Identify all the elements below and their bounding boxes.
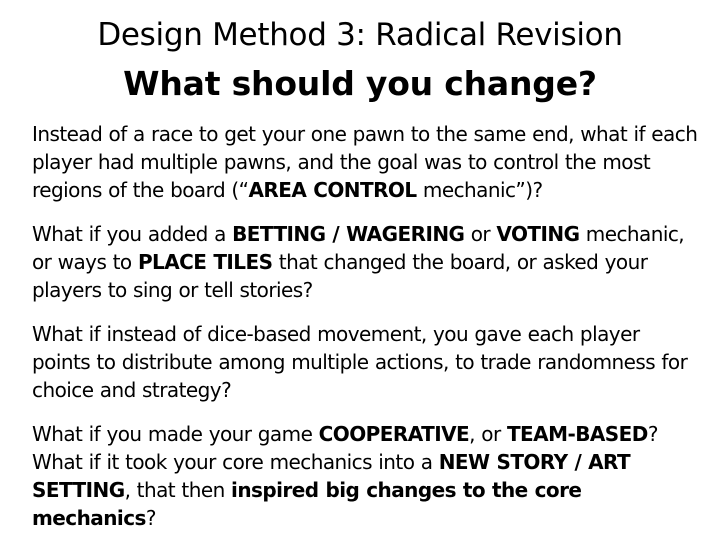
text-run: What if you made your game xyxy=(32,422,319,446)
paragraph-cooperative xyxy=(32,420,700,532)
text-run: , that then xyxy=(124,478,232,502)
paragraph-area-control xyxy=(32,120,700,204)
text-run: What if instead of dice-based movement, you gave each player points to distribute among multiple actions, to trade randomness for choice and strategy? xyxy=(32,322,688,402)
text-run: that changed the board, or asked your players to sing or tell stories? xyxy=(32,250,648,302)
text-run: ? What if it took your core mechanics into a xyxy=(32,422,658,474)
text-run: or xyxy=(464,222,497,246)
bold-text-run: COOPERATIVE xyxy=(318,422,470,446)
paragraph-betting-voting xyxy=(32,220,700,304)
bold-text-run: BETTING / WAGERING xyxy=(232,222,465,246)
text-run: mechanic”)? xyxy=(416,178,543,202)
bold-text-run: PLACE TILES xyxy=(137,250,273,274)
slide-title: What should you change? xyxy=(123,64,597,103)
bold-text-run: TEAM-BASED xyxy=(506,422,648,446)
slide-body xyxy=(32,120,700,548)
text-run: mechanic, or ways to xyxy=(32,222,685,274)
bold-text-run: VOTING xyxy=(496,222,580,246)
text-run: ? xyxy=(145,506,156,530)
bold-text-run: AREA CONTROL xyxy=(248,178,417,202)
text-run: What if you added a xyxy=(32,222,233,246)
text-run: , or xyxy=(469,422,507,446)
text-run: Instead of a race to get your one pawn to the same end, what if each player had multiple pawns, and the goal was to control the most regions of the board (“ xyxy=(32,122,698,202)
slide-supertitle: Design Method 3: Radical Revision xyxy=(97,17,623,53)
bold-text-run: NEW STORY / ART SETTING xyxy=(32,450,631,502)
paragraph-dice-movement xyxy=(32,320,700,404)
bold-text-run: inspired big changes to the core mechanics xyxy=(32,478,582,530)
